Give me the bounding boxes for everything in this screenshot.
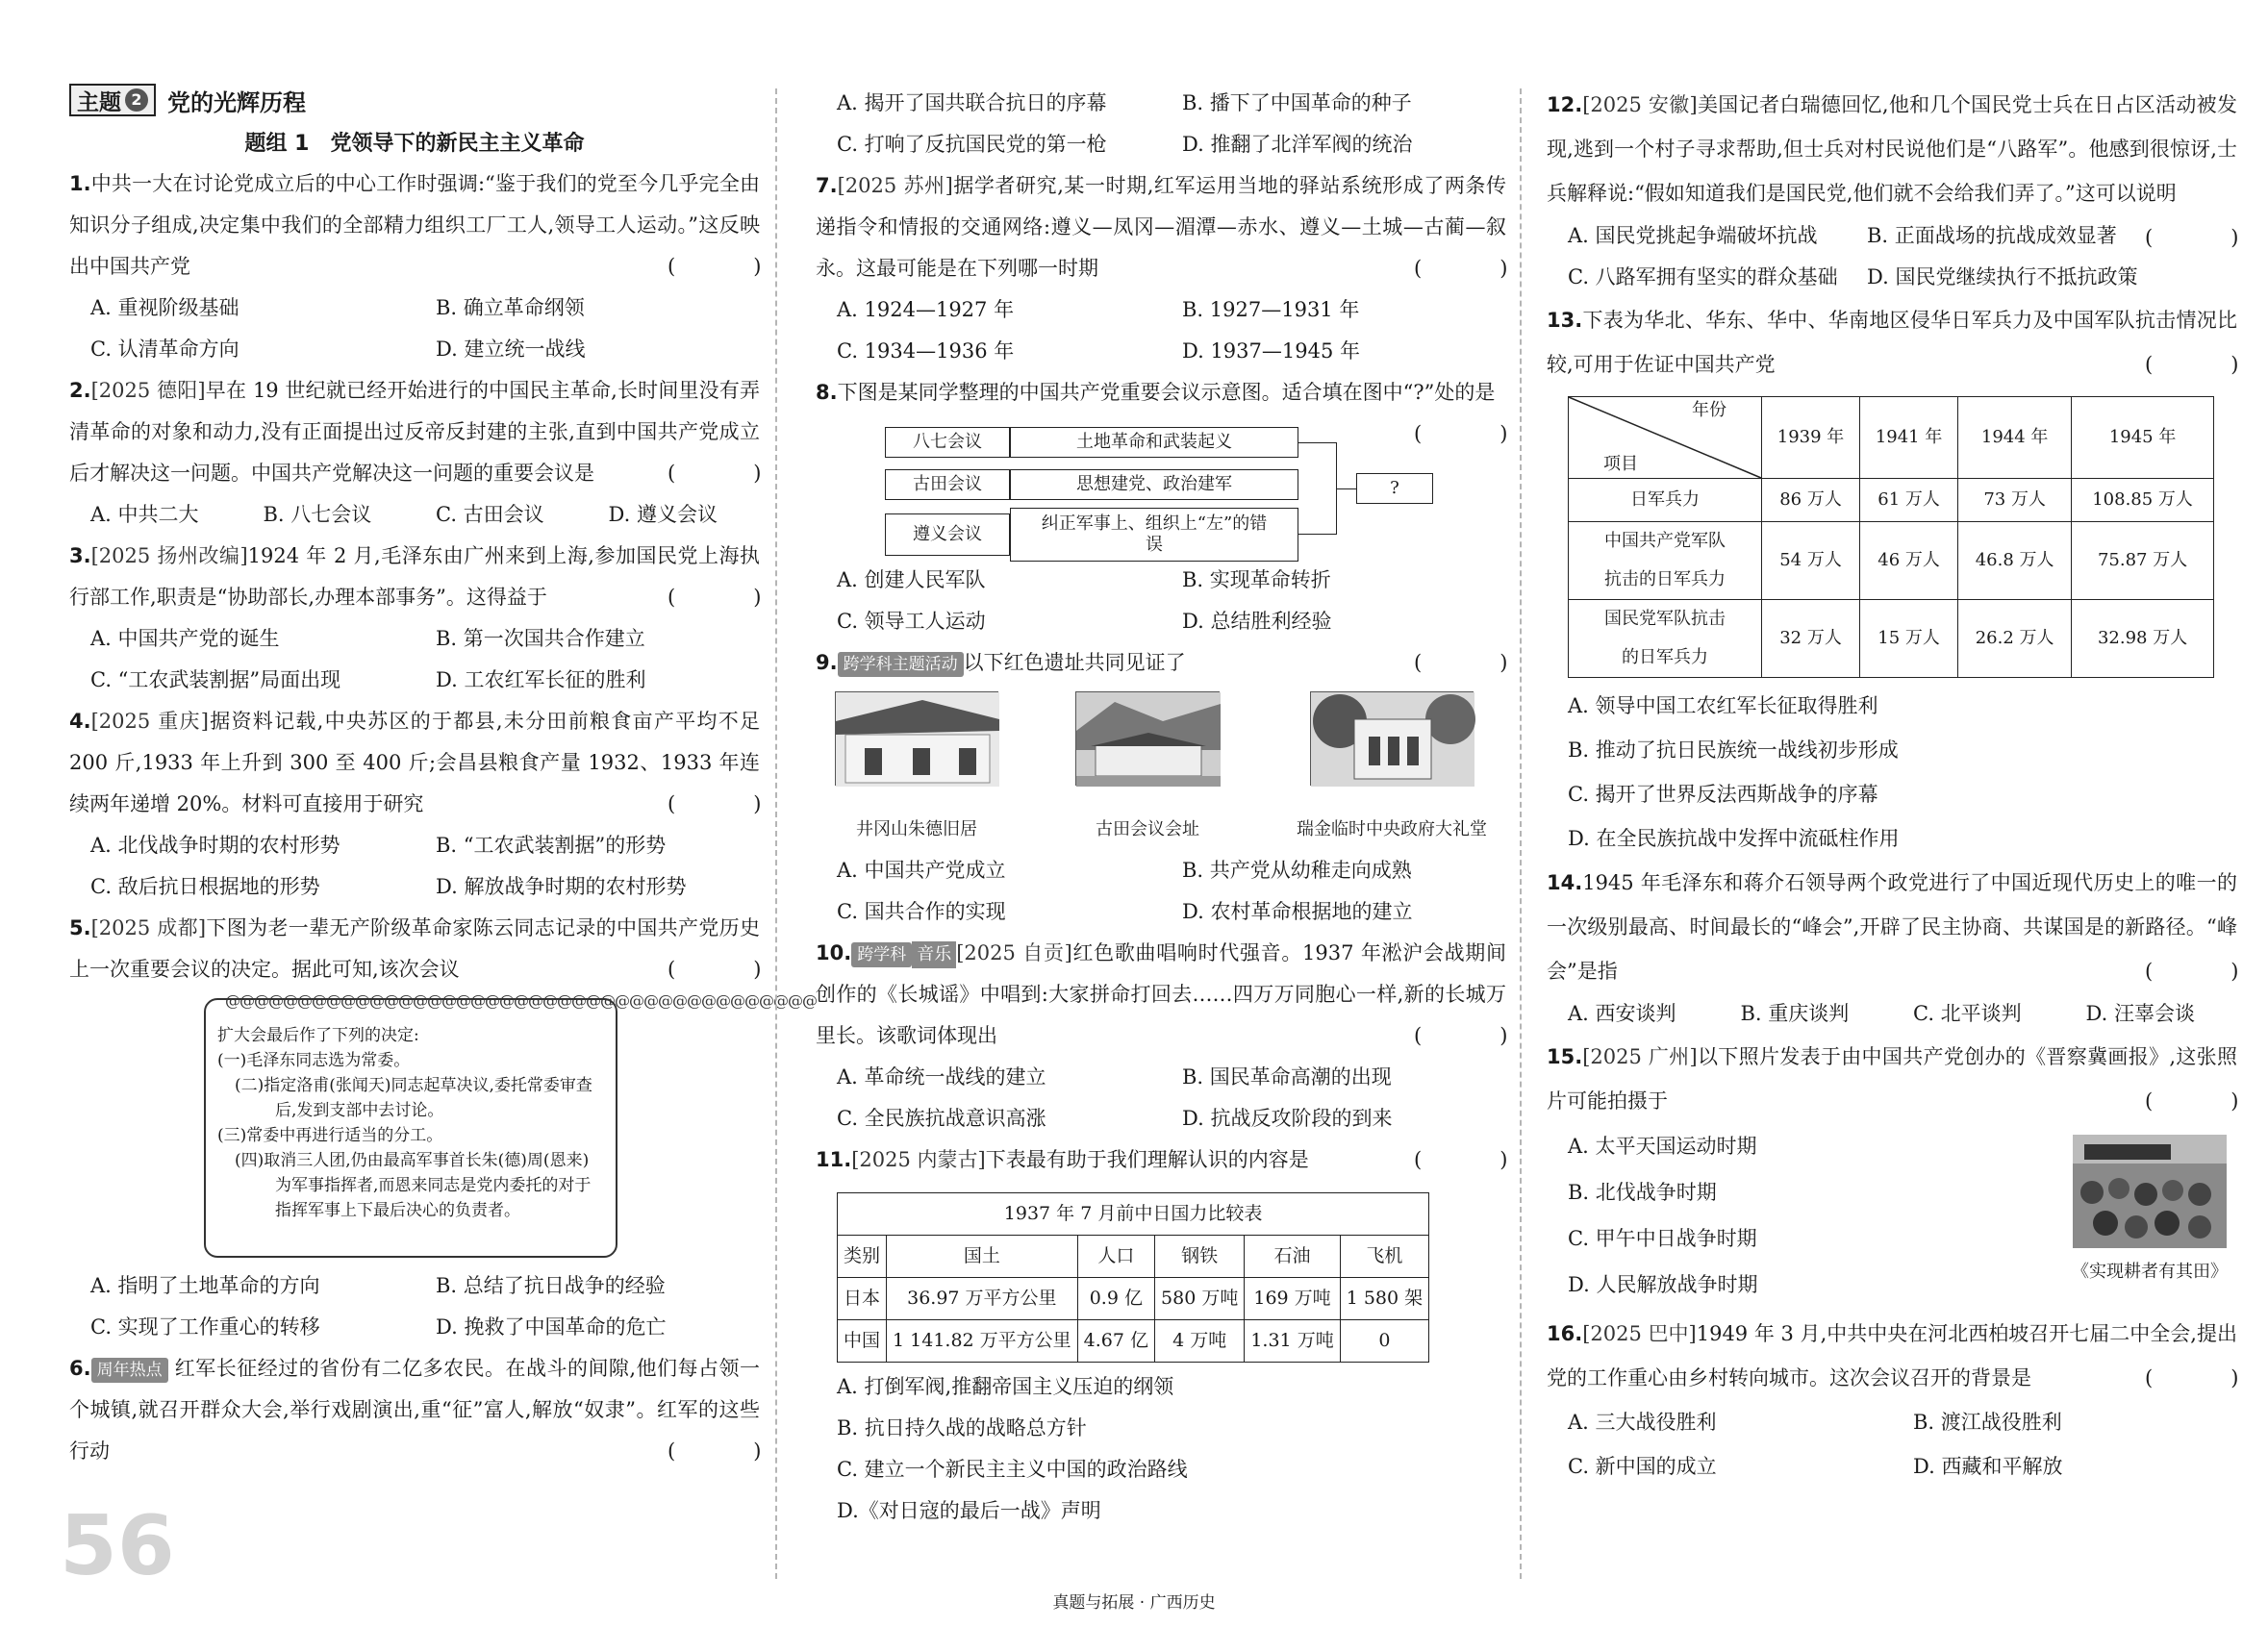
option-c: C. 实现了工作重心的转移	[90, 1315, 320, 1339]
options	[1547, 684, 2237, 861]
table-cell: 46.8 万人	[1958, 522, 2072, 600]
corner-label-item: 项目	[1603, 454, 1638, 474]
meeting-box-zunyi: 遵义会议	[885, 513, 1010, 556]
question-14: 14.1945 年毛泽东和蒋介石领导两个政党进行了中国近现代历史上的唯一的一次级别最高、时间最长的“峰会”,开辟了民主协商、共谋国是的新路径。“峰会”是指 ( ) A. 西安谈判 B. 重庆谈判 C. 北平谈判 D. 汪辜会谈	[1547, 861, 2237, 1035]
option-d: D. 在全民族抗战中发挥中流砥柱作用	[1568, 827, 1900, 850]
table-cell: 1 141.82 万平方公里	[887, 1320, 1078, 1363]
table-cell: 0.9 亿	[1077, 1278, 1154, 1320]
option-b: B. 第一次国共合作建立	[436, 627, 645, 650]
table-row	[838, 1278, 1429, 1320]
option-c: C. “工农武装割据”局面出现	[90, 668, 341, 691]
option-d: D. 总结胜利经验	[1182, 610, 1332, 633]
meeting-box-gutian: 古田会议	[885, 469, 1010, 500]
option-a: A. 三大战役胜利	[1568, 1411, 1717, 1434]
land-reform-photo	[2072, 1135, 2228, 1287]
anniversary-tag: 周年热点	[91, 1358, 168, 1383]
interdisciplinary-tag: 跨学科	[851, 942, 912, 967]
table-cell: 0	[1340, 1320, 1428, 1363]
column-left	[69, 81, 817, 1472]
table-cell: 1.31 万吨	[1245, 1320, 1340, 1363]
table-row	[1569, 600, 2214, 678]
options	[69, 618, 760, 701]
table-cell: 46 万人	[1860, 522, 1958, 600]
question-2: 2.[2025 德阳]早在 19 世纪就已经开始进行的中国民主革命,长时间里没有弄清革命的对象和动力,没有正面提出过反帝反封建的主张,直到中国共产党成立后才解决这一问题。中国共产党解决这一问题的重要会议是 ( ) A. 中共二大 B. 八七会议 C. 古田会议 D. 遵义会议	[69, 370, 760, 536]
table-header: 石油	[1245, 1236, 1340, 1278]
photo-jinggangshan	[835, 691, 998, 850]
question-15: 15.[2025 广州]以下照片发表于由中国共产党创办的《晋察冀画报》,这张照片可能拍摄于 ( ) A. 太平天国运动时期 B. 北伐战争时期 C. 甲午中日战争时期 D. 人民解放战争时期 《实现耕者有其田》	[1547, 1035, 2237, 1308]
table-cell: 108.85 万人	[2072, 479, 2214, 522]
option-c: C. 全民族抗战意识高涨	[837, 1107, 1046, 1130]
page-number: 56	[60, 1498, 175, 1594]
option-d: D. 工农红军长征的胜利	[436, 668, 646, 691]
row-label: 国民党军队抗击的日军兵力	[1569, 600, 1762, 678]
question-6: 6. 周年热点 红军长征经过的省份有二亿多农民。在战斗的间隙,他们每占领一个城镇,就召开群众大会,举行戏剧演出,重“征”富人,解放“奴隶”。红军的这些行动 ( )	[69, 1357, 791, 1463]
option-d: D. 农村革命根据地的建立	[1182, 900, 1413, 923]
option-c: C. 打响了反抗国民党的第一枪	[837, 133, 1107, 156]
options	[1547, 1400, 2237, 1489]
national-strength-table	[837, 1192, 1429, 1363]
option-b: B. 八七会议	[263, 503, 372, 526]
option-b: B. 播下了中国革命的种子	[1182, 91, 1412, 114]
option-b: B. 抗日持久战的战略总方针	[837, 1416, 1087, 1439]
diagonal-line	[1569, 397, 1761, 478]
question-12: 12.[2025 安徽]美国记者白瑞德回忆,他和几个国民党士兵在日占区活动被发现,逃到一个村子寻求帮助,但士兵对村民说他们是“八路军”。他感到很惊讶,士兵解释说:“假如知道我们是国民党,他们就不会给我们弄了。”这可以说明 ( ) A. 国民党挑起争端破坏抗战 B. 正面战场的抗战成效显著 C. 八路军拥有坚实的群众基础 D. 国民党继续执行不抵抗政策	[1547, 83, 2237, 298]
option-a: A. 中国共产党的诞生	[90, 627, 280, 650]
option-c: C. 国共合作的实现	[837, 900, 1006, 923]
option-b: B. 确立革命纲领	[436, 296, 585, 319]
interdisciplinary-tag: 跨学科主题活动	[838, 652, 964, 677]
ruijin-hall-image	[1310, 691, 1474, 786]
option-d: D. 推翻了北洋军阀的统治	[1182, 133, 1413, 156]
option-d: D. 汪辜会谈	[2085, 1002, 2195, 1025]
crowd-photo-image	[2073, 1135, 2227, 1248]
table-cell: 73 万人	[1958, 479, 2072, 522]
topic-label: 主题 2	[69, 84, 156, 116]
options	[816, 1366, 1506, 1532]
gutian-site-image	[1075, 691, 1220, 786]
table-header: 钢铁	[1155, 1236, 1245, 1278]
table-cell: 86 万人	[1762, 479, 1860, 522]
question-13: 13.下表为华北、华东、华中、华南地区侵华日军兵力及中国军队抗击情况比较,可用于佐证中国共产党 ( ) 年份 项目 1939 年 1941 年 1944 年 1945 年 日军兵力 86 万人 61 万人 73 万人 108.85 万人 中国共产党军队抗击的日军兵力 54 万人 46 万人 46.8 万人 75.87 万人 国民党军队抗击的日军兵力 32 万人 15 万人 26.2 万人 32.98 万人 A. 领导中国工农红军长征取得胜利 B. 推动了抗日民族统一战线初步形成 C. 揭开了世界反法西斯战争的序幕 D. 在全民族抗战中发挥中流砥柱作用	[1547, 298, 2237, 861]
option-b: B. 实现革命转折	[1182, 568, 1331, 591]
options	[69, 494, 760, 536]
table-header: 1945 年	[2072, 397, 2214, 479]
table-row	[1569, 522, 2214, 600]
question-5: 5.[2025 成都]下图为老一辈无产阶级革命家陈云同志记录的中国共产党历史上一次重要会议的决定。据此可知,该次会议 ( ) @@@@@@@@@@@@@@@@@@@@@@@@@@@@@@@@@@@@@@@@@ 扩大会最后作了下列的决定: (一)毛泽东同志选为常委。 (二)指定洛甫(张闻天)同志起草决议,委托常委审查后,发到支部中去讨论。 (三)常委中再进行适当的分工。 (四)取消三人团,仍由最高军事首长朱(德)周(恩来)为军事指挥者,而恩来同志是党内委托的对于指挥军事上下最后决心的负责者。 A. 指明了土地革命的方向 B. 总结了抗日战争的经验 C. 实现了工作重心的转移 D. 挽救了中国革命的危亡	[69, 908, 760, 1348]
option-a: A. 揭开了国共联合抗日的序幕	[837, 91, 1107, 114]
question-11: 11.[2025 内蒙古]下表最有助于我们理解认识的内容是 ( ) 1937 年 7 月前中日国力比较表 类别 国土 人口 钢铁 石油 飞机 日本 36.97 万平方公里 0.9 亿 580 万吨 169 万吨 1 580 架 中国 1 141.82 万平方公里 4.67 亿 4 万吨 1.31 万吨 0 A. 打倒军阀,推翻帝国主义压迫的纲领 B. 抗日持久战的战略总方针 C. 建立一个新民主主义中国的政治路线 D.《对日寇的最后一战》声明	[816, 1139, 1506, 1532]
meeting-desc-2: 思想建党、政治建军	[1010, 469, 1298, 500]
options	[816, 289, 1506, 372]
question-16: 16.[2025 巴中]1949 年 3 月,中共中央在河北西柏坡召开七届二中全会,提出党的工作重心由乡村转向城市。这次会议召开的背景是 ( ) A. 三大战役胜利 B. 渡江战役胜利 C. 新中国的成立 D. 西藏和平解放	[1547, 1312, 2237, 1489]
spiral-binding: @@@@@@@@@@@@@@@@@@@@@@@@@@@@@@@@@@@@@@@@@	[225, 991, 817, 1010]
question-7: 7.[2025 苏州]据学者研究,某一时期,红军运用当地的驿站系统形成了两条传递指令和情报的交通网络:遵义—凤冈—湄潭—赤水、遵义—土城—古蔺—叙永。这最可能是在下列哪一时期 ( ) A. 1924—1927 年 B. 1927—1931 年 C. 1934—1936 年 D. 1937—1945 年	[816, 165, 1506, 372]
option-c: C. 领导工人运动	[837, 610, 986, 633]
table-title: 1937 年 7 月前中日国力比较表	[838, 1193, 1429, 1236]
question-8: 8.下图是某同学整理的中国共产党重要会议示意图。适合填在图中“?”处的是 ( ) 八七会议 土地革命和武装起义 古田会议 思想建党、政治建军 遵义会议 纠正军事上、组织上“左”的错误 ? A. 创建人民军队 B. 实现革命转折 C. 领导工人运动 D. 总结胜利经验	[816, 372, 1506, 642]
row-label: 日军兵力	[1569, 479, 1762, 522]
option-c: C. 建立一个新民主主义中国的政治路线	[837, 1458, 1188, 1481]
site-photos	[835, 691, 1487, 850]
options	[816, 560, 1506, 642]
column-middle	[816, 83, 1537, 1532]
photo-caption: 古田会议会址	[1096, 819, 1199, 839]
question-4: 4.[2025 重庆]据资料记载,中央苏区的于都县,未分田前粮食亩产平均不足 200 斤,1933 年上升到 300 至 400 斤;会昌县粮食产量 1932、1933 年连续两年递增 20%。材料可直接用于研究 ( ) A. 北伐战争时期的农村形势 B. “工农武装割据”的形势 C. 敌后抗日根据地的形势 D. 解放战争时期的农村形势	[69, 701, 760, 908]
table-header-row	[1569, 397, 2214, 479]
option-b: B. 1927—1931 年	[1182, 298, 1360, 321]
option-a: A. 革命统一战线的建立	[837, 1065, 1046, 1089]
option-a: A. 创建人民军队	[837, 568, 986, 591]
meeting-desc-1: 土地革命和武装起义	[1010, 427, 1298, 458]
table-header: 1941 年	[1860, 397, 1958, 479]
question-mark-box: ?	[1356, 473, 1433, 504]
table-cell: 1 580 架	[1340, 1278, 1428, 1320]
question-1: 1.中共一大在讨论党成立后的中心工作时强调:“鉴于我们的党至今几乎完全由知识分子组成,决定集中我们的全部精力组织工厂工人,领导工人运动。”这反映出中国共产党 ( ) A. 重视阶级基础 B. 确立革命纲领 C. 认清革命方向 D. 建立统一战线	[69, 163, 760, 370]
table-cell: 中国	[838, 1320, 887, 1363]
memo-line: (四)取消三人团,仍由最高军事首长朱(德)周(恩来)为军事指挥者,而恩来同志是党内委托的对于指挥军事上下最后决心的负责者。	[235, 1151, 592, 1220]
column-divider	[775, 88, 777, 1579]
option-c: C. 古田会议	[436, 503, 544, 526]
option-a: A. 北伐战争时期的农村形势	[90, 834, 340, 857]
table-header: 国土	[887, 1236, 1078, 1278]
option-d: D.《对日寇的最后一战》声明	[837, 1499, 1101, 1522]
table-header: 1944 年	[1958, 397, 2072, 479]
bracket-connector	[1298, 442, 1337, 535]
table-header: 人口	[1077, 1236, 1154, 1278]
options	[816, 850, 1506, 933]
meeting-diagram	[885, 421, 1506, 556]
option-d: D. 建立统一战线	[436, 338, 586, 361]
table-corner-cell	[1569, 397, 1762, 479]
option-a: A. 西安谈判	[1568, 1002, 1676, 1025]
question-6-options	[816, 83, 1506, 165]
option-d: D. 1937—1945 年	[1182, 339, 1361, 363]
topic-number: 2	[125, 88, 148, 112]
option-d: D. 西藏和平解放	[1913, 1455, 2063, 1478]
table-header: 飞机	[1340, 1236, 1428, 1278]
option-b: B. 渡江战役胜利	[1913, 1411, 2062, 1434]
table-cell: 15 万人	[1860, 600, 1958, 678]
memo-line: (一)毛泽东同志选为常委。	[217, 1051, 411, 1070]
option-a: A. 中国共产党成立	[837, 859, 1006, 882]
table-cell: 日本	[838, 1278, 887, 1320]
option-a: A. 重视阶级基础	[90, 296, 239, 319]
option-c: C. 新中国的成立	[1568, 1455, 1717, 1478]
options	[69, 825, 760, 908]
column-divider	[1520, 88, 1522, 1579]
corner-label-year: 年份	[1692, 400, 1726, 420]
table-cell: 36.97 万平方公里	[887, 1278, 1078, 1320]
option-b: B. 国民革命高潮的出现	[1182, 1065, 1392, 1089]
table-cell: 4.67 亿	[1077, 1320, 1154, 1363]
table-cell: 169 万吨	[1245, 1278, 1340, 1320]
table-cell: 4 万吨	[1155, 1320, 1245, 1363]
question-10: 10. 跨学科 音乐 [2025 自贡]红色歌曲唱响时代强音。1937 年淞沪会战期间创作的《长城谣》中唱到:大家拼命打回去……四万万同胞心一样,新的长城万里长。该歌词体现出 ( ) A. 革命统一战线的建立 B. 国民革命高潮的出现 C. 全民族抗战意识高涨 D. 抗战反攻阶段的到来	[816, 933, 1506, 1139]
option-d: D. 国民党继续执行不抵抗政策	[1867, 265, 2138, 288]
table-header: 1939 年	[1762, 397, 1860, 479]
page-footer: 真题与拓展 · 广西历史	[1052, 1593, 1216, 1613]
memo-line: (三)常委中再进行适当的分工。	[217, 1126, 443, 1145]
topic-header	[69, 81, 760, 119]
question-9: 9. 跨学科主题活动 以下红色遗址共同见证了 ( ) 井冈山朱德旧居 古田会议会址 瑞金临时中央政府大礼堂 A. 中国共产党成立 B. 共产党从幼稚走向成熟 C. 国共合作的实现 D. 农村革命根据地的建立	[816, 642, 1506, 933]
option-c: C. 认清革命方向	[90, 338, 239, 361]
options	[816, 83, 1506, 165]
photo-ruijin	[1297, 691, 1487, 850]
option-b: B. 正面战场的抗战成效显著	[1867, 224, 2117, 247]
question-3: 3.[2025 扬州改编]1924 年 2 月,毛泽东由广州来到上海,参加国民党上海执行部工作,职责是“协助部长,办理本部事务”。这得益于 ( ) A. 中国共产党的诞生 B. 第一次国共合作建立 C. “工农武装割据”局面出现 D. 工农红军长征的胜利	[69, 536, 760, 701]
troop-comparison-table	[1568, 396, 2214, 678]
table-header-row	[838, 1236, 1429, 1278]
option-a: A. 1924—1927 年	[837, 298, 1015, 321]
option-a: A. 领导中国工农红军长征取得胜利	[1568, 694, 1878, 717]
photo-caption: 井冈山朱德旧居	[856, 819, 977, 839]
column-right	[1547, 83, 2268, 1489]
row-label: 中国共产党军队抗击的日军兵力	[1569, 522, 1762, 600]
option-c: C. 敌后抗日根据地的形势	[90, 875, 320, 898]
options	[1547, 215, 2145, 298]
topic-title: 党的光辉历程	[167, 88, 306, 116]
options	[69, 1265, 760, 1348]
memo-line: (二)指定洛甫(张闻天)同志起草决议,委托常委审查后,发到支部中去讨论。	[235, 1076, 592, 1120]
options	[1547, 993, 2237, 1035]
option-c: C. 甲午中日战争时期	[1568, 1227, 1757, 1250]
meeting-desc-3: 纠正军事上、组织上“左”的错误	[1010, 508, 1298, 562]
table-cell: 61 万人	[1860, 479, 1958, 522]
table-header: 类别	[838, 1236, 887, 1278]
group-subtitle: 题组 1 党领导下的新民主主义革命	[244, 132, 585, 156]
options	[69, 288, 760, 370]
table-cell: 32.98 万人	[2072, 600, 2214, 678]
option-b: B. 重庆谈判	[1740, 1002, 1850, 1025]
option-a: A. 太平天国运动时期	[1568, 1135, 1757, 1158]
music-tag: 音乐	[912, 941, 956, 968]
table-cell: 26.2 万人	[1958, 600, 2072, 678]
table-cell: 32 万人	[1762, 600, 1860, 678]
option-a: A. 打倒军阀,推翻帝国主义压迫的纲领	[837, 1375, 1174, 1398]
photo-caption: 《实现耕者有其田》	[2072, 1262, 2228, 1282]
option-b: B. 北伐战争时期	[1568, 1181, 1717, 1204]
memo-line: 扩大会最后作了下列的决定:	[217, 1026, 419, 1045]
photo-gutian	[1075, 691, 1220, 850]
table-cell: 54 万人	[1762, 522, 1860, 600]
connector-line	[1337, 488, 1356, 489]
option-c: C. 揭开了世界反法西斯战争的序幕	[1568, 783, 1878, 806]
option-c: C. 八路军拥有坚实的群众基础	[1568, 265, 1838, 288]
option-b: B. “工农武装割据”的形势	[436, 834, 667, 857]
option-d: D. 挽救了中国革命的危亡	[436, 1315, 667, 1339]
option-d: D. 抗战反攻阶段的到来	[1182, 1107, 1393, 1130]
option-a: A. 中共二大	[90, 503, 199, 526]
jinggangshan-house-image	[835, 691, 998, 786]
option-c: C. 1934—1936 年	[837, 339, 1015, 363]
table-row	[1569, 479, 2214, 522]
option-c: C. 北平谈判	[1913, 1002, 2022, 1025]
option-a: A. 国民党挑起争端破坏抗战	[1568, 224, 1818, 247]
option-a: A. 指明了土地革命的方向	[90, 1274, 320, 1297]
table-cell: 75.87 万人	[2072, 522, 2214, 600]
meeting-box-baqi: 八七会议	[885, 427, 1010, 458]
option-b: B. 共产党从幼稚走向成熟	[1182, 859, 1412, 882]
option-d: D. 遵义会议	[608, 503, 718, 526]
option-b: B. 推动了抗日民族统一战线初步形成	[1568, 738, 1899, 762]
option-d: D. 解放战争时期的农村形势	[436, 875, 687, 898]
photo-caption: 瑞金临时中央政府大礼堂	[1297, 819, 1487, 839]
table-row	[838, 1320, 1429, 1363]
table-cell: 580 万吨	[1155, 1278, 1245, 1320]
options	[816, 1057, 1506, 1139]
option-b: B. 总结了抗日战争的经验	[436, 1274, 666, 1297]
option-d: D. 人民解放战争时期	[1568, 1273, 1758, 1296]
